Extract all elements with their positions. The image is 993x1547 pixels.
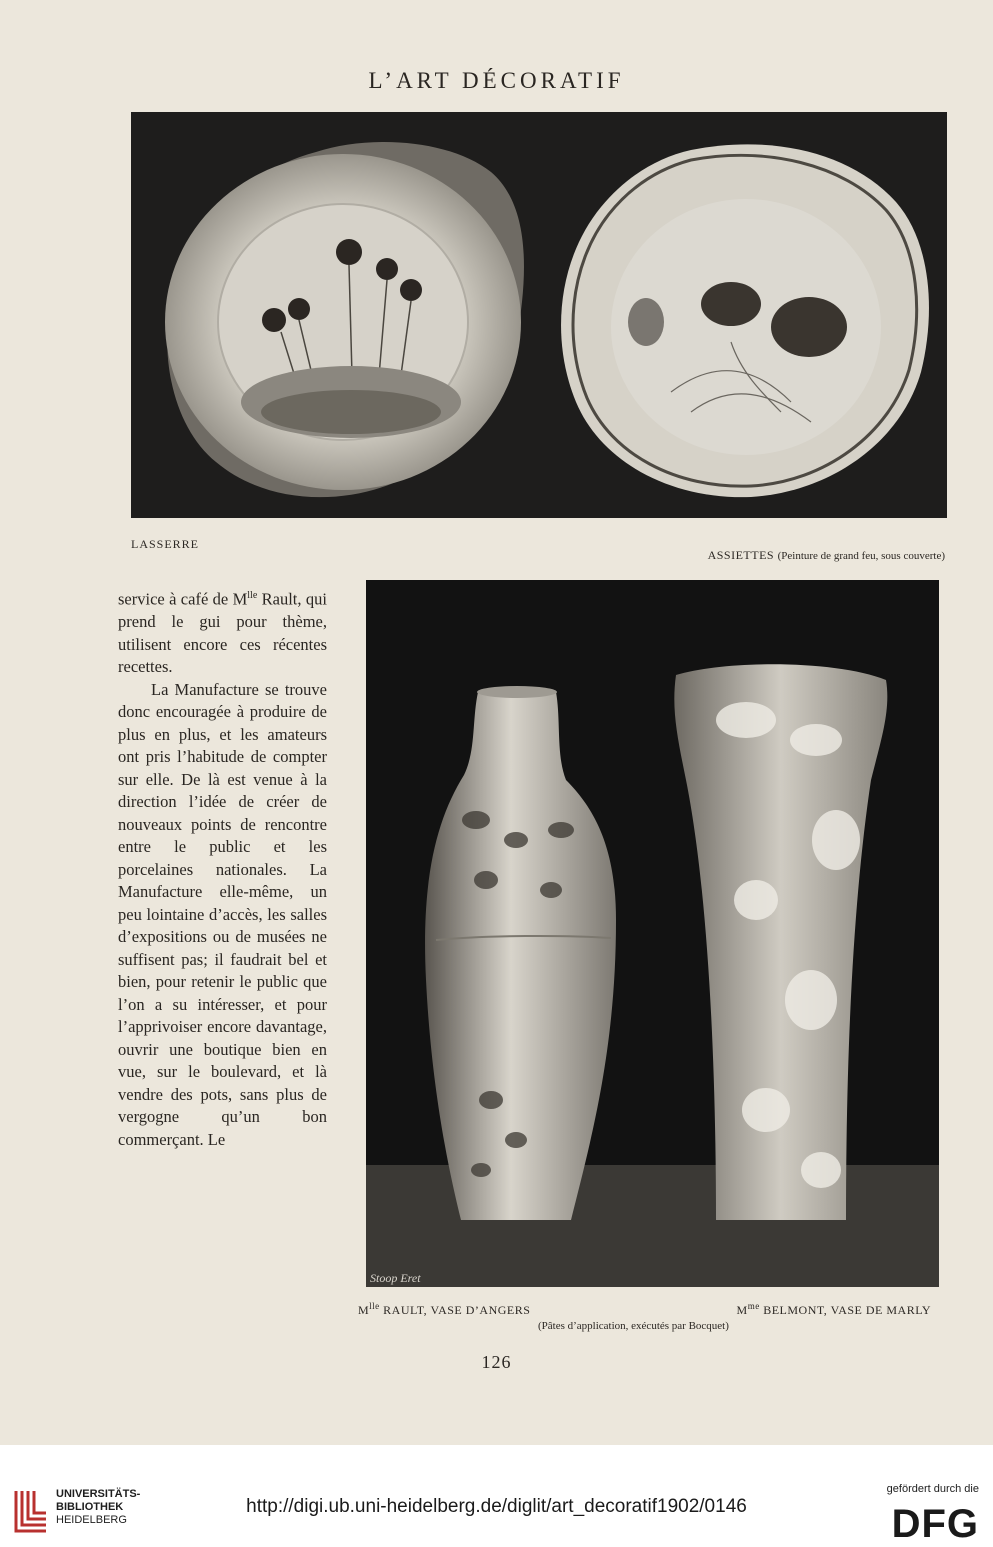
- plates-caption-note: (Peinture de grand feu, sous couverte): [777, 550, 945, 562]
- plates-caption-label: ASSIETTES: [707, 548, 775, 562]
- para1-sup: lle: [247, 590, 258, 601]
- vase-caption-left: [358, 1301, 530, 1318]
- vase-caption-left-text: RAULT, VASE D’ANGERS: [379, 1303, 531, 1317]
- document-url-link[interactable]: http://digi.ub.uni-heidelberg.de/diglit/art_decoratif1902/0146: [246, 1496, 747, 1517]
- plates-caption-title: [708, 548, 945, 563]
- library-line-2: BIBLIOTHEK: [56, 1501, 124, 1513]
- right-plate: [561, 144, 929, 497]
- library-line-3: HEIDELBERG: [56, 1514, 127, 1526]
- dfg-logo: DFG: [891, 1502, 979, 1546]
- para1-pre: service à café de M: [118, 589, 248, 609]
- body-paragraph-2: La Manufacture se trouve donc encouragée à produire de plus en plus, et les amateurs ont pris l’habitude de compter sur elle. De là est venue à la direction l’idée de créer de nouveaux points de rencontre entre le public et les porcelaines nationales. La Manufacture elle-même, un peu lointaine d’accès, les salles d’expositions ou de musées ne suffisent pas; il faudrait bel et bien, pour retenir le public que l’on a su intéresser, et pour l’apprivoiser encore davantage, ouvrir une boutique bien en vue, sur le boulevard, et là vendre des pots, sans plus de vergogne qu’un bon commerçant. Le: [118, 679, 327, 1149]
- vases-photograph: [366, 580, 939, 1287]
- vase-caption-right-prefix: M: [736, 1303, 748, 1317]
- engraver-mark: Stoop Eret: [370, 1271, 421, 1285]
- body-text-column: [118, 585, 327, 1151]
- plates-photograph: [131, 112, 947, 518]
- page-number: 126: [481, 1352, 512, 1372]
- vase-caption-left-sup: lle: [369, 1301, 380, 1311]
- body-paragraph-1: [118, 585, 327, 679]
- vase-caption-right: [737, 1301, 931, 1318]
- library-line-1: UNIVERSITÄTS-: [56, 1488, 141, 1500]
- para1-post: Rault, qui prend le gui pour thème, utilisent encore ces récentes recettes.: [118, 589, 327, 676]
- vase-caption-right-sup: me: [747, 1301, 760, 1311]
- plates-caption-artist: LASSERRE: [131, 537, 200, 551]
- vase-caption-subtitle: (Pâtes d’application, exécutés par Bocquet): [538, 1320, 729, 1332]
- vase-caption-left-prefix: M: [358, 1303, 370, 1317]
- vase-caption-right-text: BELMONT, VASE DE MARLY: [759, 1303, 931, 1317]
- running-head: L’ART DÉCORATIF: [368, 68, 625, 93]
- funding-note: gefördert durch die: [886, 1483, 979, 1495]
